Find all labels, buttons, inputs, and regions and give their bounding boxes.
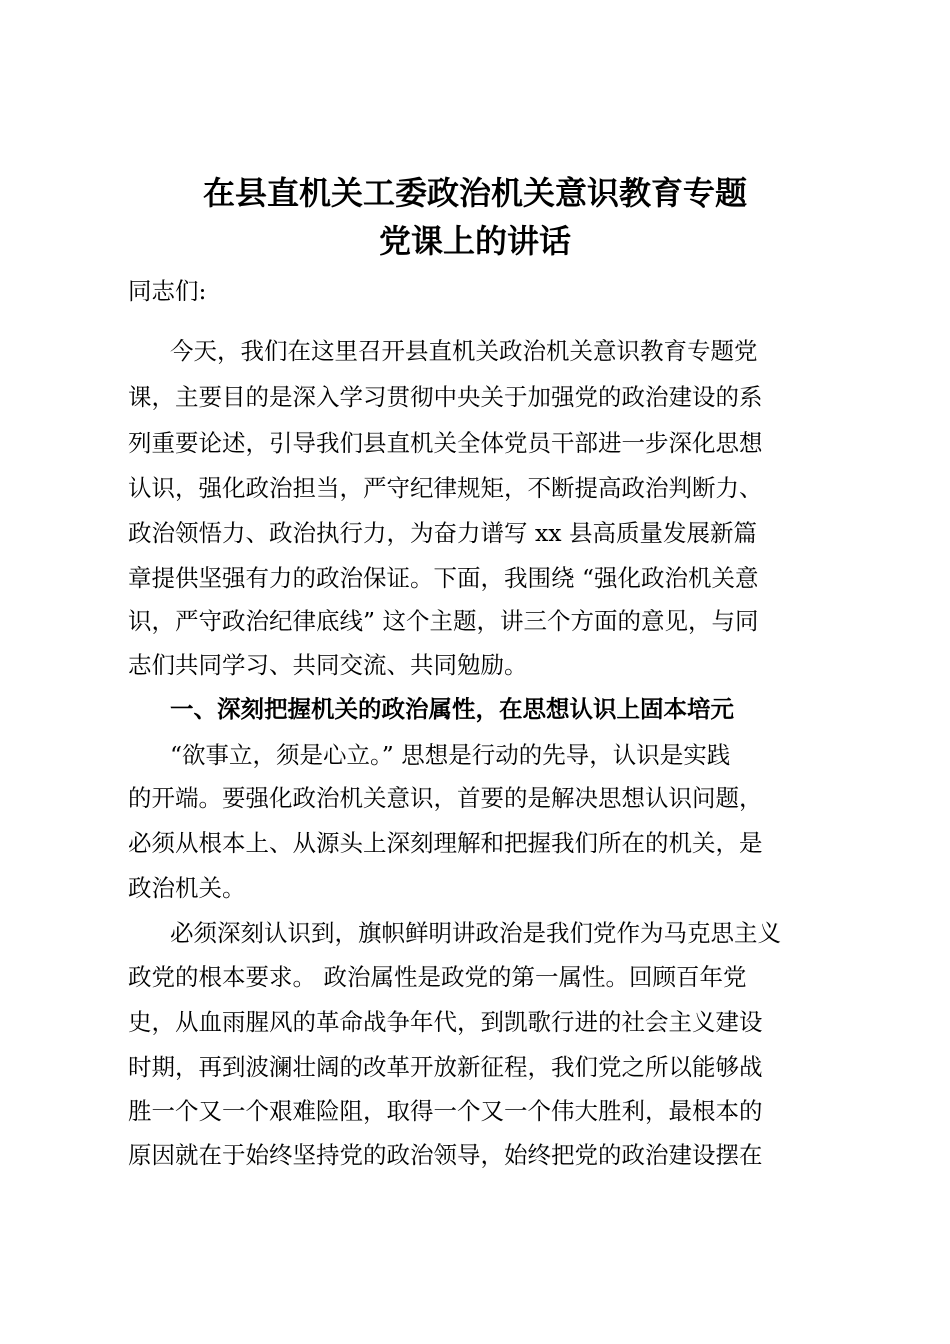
paragraph-line: 胜一个又一个艰难险阻，取得一个又一个伟大胜利，最根本的: [128, 1097, 763, 1125]
paragraph-line: 列重要论述，引导我们县直机关全体党员干部进一步深化思想: [128, 429, 763, 457]
document-title-line-1: 在县直机关工委政治机关意识教育专题: [202, 174, 747, 212]
paragraph-line: 必须深刻认识到，旗帜鲜明讲政治是我们党作为马克思主义: [170, 919, 781, 947]
paragraph-line: 政治机关。: [128, 874, 246, 902]
paragraph-line: 原因就在于始终坚持党的政治领导，始终把党的政治建设摆在: [128, 1141, 763, 1169]
paragraph-line: 课，主要目的是深入学习贯彻中央关于加强党的政治建设的系: [128, 383, 763, 411]
salutation: 同志们:: [128, 277, 207, 305]
paragraph-line: 的开端。要强化政治机关意识，首要的是解决思想认识问题，: [128, 784, 763, 812]
paragraph-line: 政治领悟力、政治执行力，为奋力谱写 xx 县高质量发展新篇: [128, 519, 757, 547]
paragraph-line: 识，严守政治纪律底线” 这个主题，讲三个方面的意见，与同: [128, 607, 759, 635]
paragraph-line: 志们共同学习、共同交流、共同勉励。: [128, 651, 528, 679]
paragraph-line: 政党的根本要求。 政治属性是政党的第一属性。回顾百年党: [128, 963, 747, 991]
paragraph-line: 认识，强化政治担当，严守纪律规矩，不断提高政治判断力、: [128, 474, 763, 502]
paragraph-line: 史，从血雨腥风的革命战争年代，到凯歌行进的社会主义建设: [128, 1008, 763, 1036]
document-title-line-2: 党课上的讲话: [378, 222, 571, 260]
section-heading: 一、深刻把握机关的政治属性，在思想认识上固本培元: [170, 695, 734, 723]
paragraph-line: 必须从根本上、从源头上深刻理解和把握我们所在的机关，是: [128, 829, 763, 857]
paragraph-line: 今天，我们在这里召开县直机关政治机关意识教育专题党: [170, 337, 758, 365]
paragraph-line: “欲事立，须是心立。” 思想是行动的先导，认识是实践: [170, 741, 731, 769]
paragraph-line: 时期，再到波澜壮阔的改革开放新征程，我们党之所以能够战: [128, 1053, 763, 1081]
paragraph-line: 章提供坚强有力的政治保证。下面，我围绕 “强化政治机关意: [128, 564, 759, 592]
